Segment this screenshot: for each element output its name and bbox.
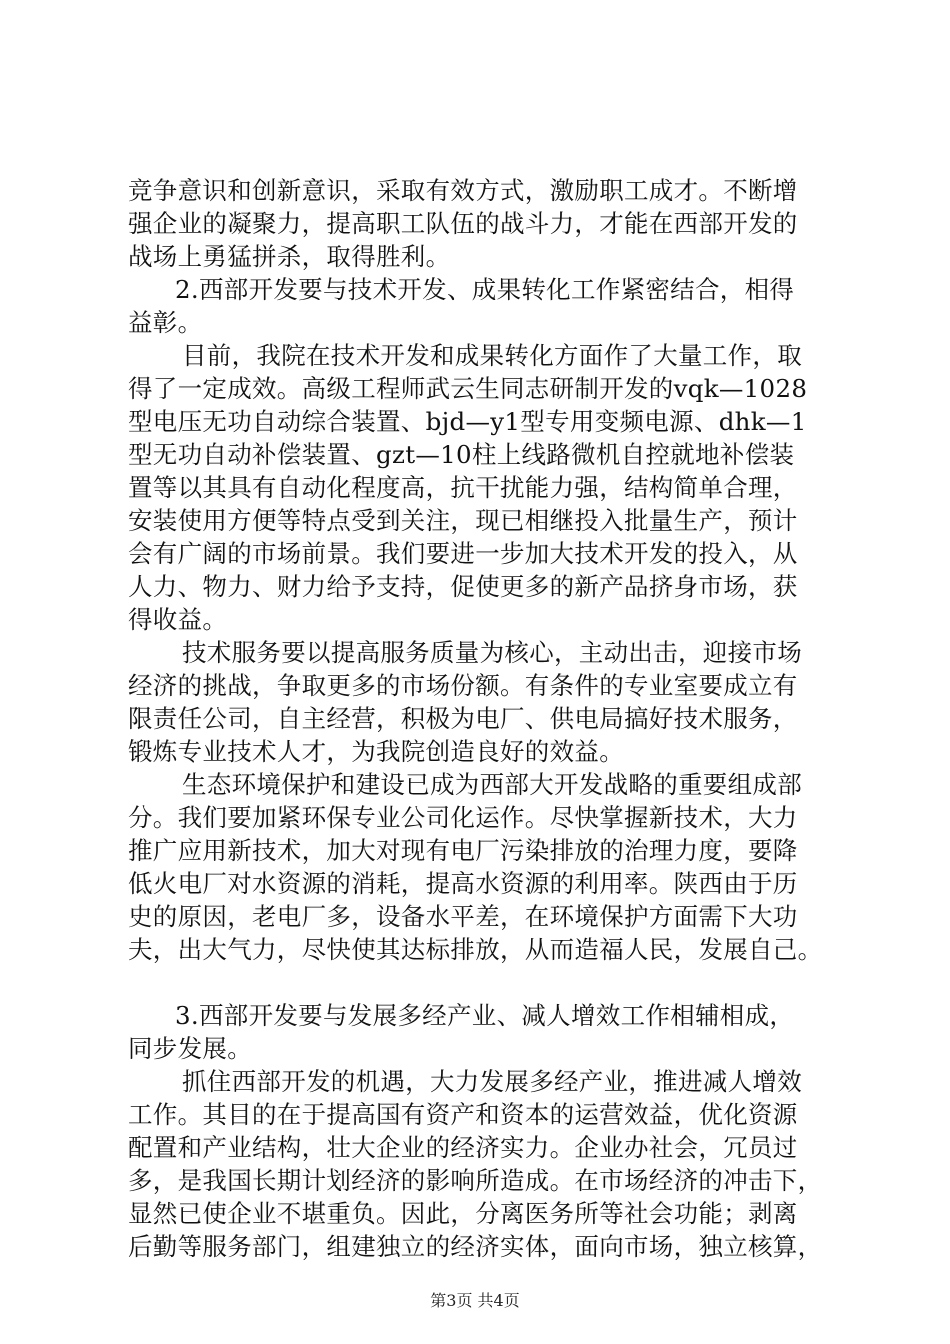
text-line: 竞争意识和创新意识，采取有效方式，激励职工成才。不断增 [128, 176, 798, 205]
text-line: 同步发展。 [128, 1034, 252, 1063]
text-line: 益彰。 [128, 308, 203, 337]
text-line: 后勤等服务部门，组建独立的经济实体，面向市场，独立核算， [128, 1232, 823, 1261]
text-line: 型电压无功自动综合装置、bjd—y1型专用变频电源、dhk—1 [128, 407, 807, 436]
text-line: 配置和产业结构，壮大企业的经济实力。企业办社会，冗员过 [128, 1133, 798, 1162]
text-line: 低火电厂对水资源的消耗，提高水资源的利用率。陕西由于历 [128, 869, 798, 898]
paragraph-start: 生态环境保护和建设已成为西部大开发战略的重要组成部 [182, 770, 802, 799]
text-line: 人力、物力、财力给予支持，促使更多的新产品挤身市场，获 [128, 572, 798, 601]
text-line: 史的原因，老电厂多，设备水平差，在环境保护方面需下大功 [128, 902, 798, 931]
section-heading-2: 2.西部开发要与技术开发、成果转化工作紧密结合，相得 [175, 275, 795, 304]
text-line: 显然已使企业不堪重负。因此，分离医务所等社会功能；剥离 [128, 1199, 798, 1228]
paragraph-start: 技术服务要以提高服务质量为核心，主动出击，迎接市场 [182, 638, 802, 667]
text-line: 多，是我国长期计划经济的影响所造成。在市场经济的冲击下， [128, 1166, 823, 1195]
text-line: 工作。其目的在于提高国有资产和资本的运营效益，优化资源 [128, 1100, 798, 1129]
page-number-footer: 第3页 共4页 [430, 1291, 520, 1310]
text-line: 得收益。 [128, 605, 228, 634]
text-line: 型无功自动补偿装置、gzt—10柱上线路微机自控就地补偿装 [128, 440, 795, 469]
paragraph-start: 抓住西部开发的机遇，大力发展多经产业，推进减人增效 [182, 1067, 802, 1096]
text-line: 会有广阔的市场前景。我们要进一步加大技术开发的投入，从 [128, 539, 798, 568]
text-line: 夫，出大气力，尽快使其达标排放，从而造福人民，发展自己。 [128, 935, 823, 964]
text-line: 强企业的凝聚力，提高职工队伍的战斗力，才能在西部开发的 [128, 209, 798, 238]
text-line: 得了一定成效。高级工程师武云生同志研制开发的vqk—1028 [128, 374, 808, 403]
text-line: 安装使用方便等特点受到关注，现已相继投入批量生产，预计 [128, 506, 798, 535]
text-line: 推广应用新技术，加大对现有电厂污染排放的治理力度，要降 [128, 836, 798, 865]
text-line: 分。我们要加紧环保专业公司化运作。尽快掌握新技术，大力 [128, 803, 798, 832]
text-line: 战场上勇猛拼杀，取得胜利。 [128, 242, 451, 271]
section-heading-3: 3.西部开发要与发展多经产业、减人增效工作相辅相成， [175, 1001, 795, 1030]
text-line: 限责任公司，自主经营，积极为电厂、供电局搞好技术服务， [128, 704, 798, 733]
text-line: 锻炼专业技术人才，为我院创造良好的效益。 [128, 737, 624, 766]
text-line: 置等以其具有自动化程度高，抗干扰能力强，结构简单合理， [128, 473, 798, 502]
paragraph-start: 目前，我院在技术开发和成果转化方面作了大量工作，取 [182, 341, 802, 370]
text-line: 经济的挑战，争取更多的市场份额。有条件的专业室要成立有 [128, 671, 798, 700]
